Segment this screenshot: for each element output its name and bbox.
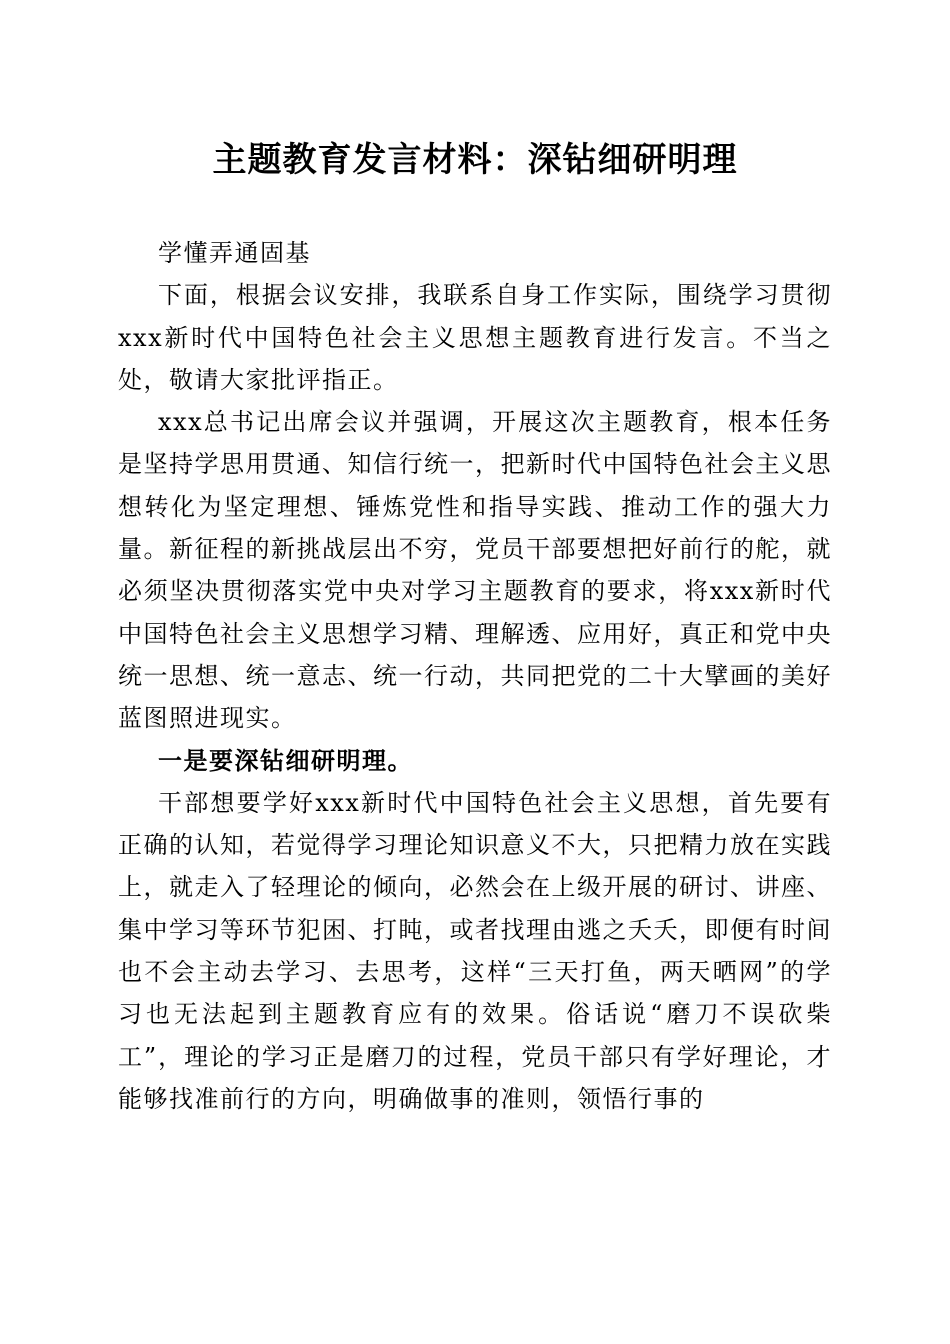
document-body	[118, 232, 832, 1120]
document-title: 主题教育发言材料：深钻细研明理	[212, 140, 738, 180]
paragraph-context: xxx总书记出席会议并强调，开展这次主题教育，根本任务是坚持学思用贯通、知信行统一，把新时代中国特色社会主义思想转化为坚定理想、锤炼党性和指导实践、推动工作的强大力量。新征程的新挑战层出不穷，党员干部要想把好前行的舵，就必须坚决贯彻落实党中央对学习主题教育的要求，将xxx新时代中国特色社会主义思想学习精、理解透、应用好，真正和党中央统一思想、统一意志、统一行动，共同把党的二十大擘画的美好蓝图照进现实。	[118, 408, 832, 733]
paragraph-opening: 下面，根据会议安排，我联系自身工作实际，围绕学习贯彻xxx新时代中国特色社会主义思想主题教育进行发言。不当之处，敬请大家批评指正。	[118, 281, 832, 394]
paragraph-point-one-body: 干部想要学好xxx新时代中国特色社会主义思想，首先要有正确的认知，若觉得学习理论知识意义不大，只把精力放在实践上，就走入了轻理论的倾向，必然会在上级开展的研讨、讲座、集中学习等环节犯困、打盹，或者找理由逃之夭夭，即便有时间也不会主动去学习、去思考，这样“三天打鱼，两天晒网”的学习也无法起到主题教育应有的效果。俗话说“磨刀不误砍柴工”，理论的学习正是磨刀的过程，党员干部只有学好理论，才能够找准前行的方向，明确做事的准则，领悟行事的	[118, 788, 832, 1113]
paragraph-point-one-heading: 一是要深钻细研明理。	[158, 745, 413, 775]
paragraph-subheading: 学懂弄通固基	[158, 239, 311, 267]
